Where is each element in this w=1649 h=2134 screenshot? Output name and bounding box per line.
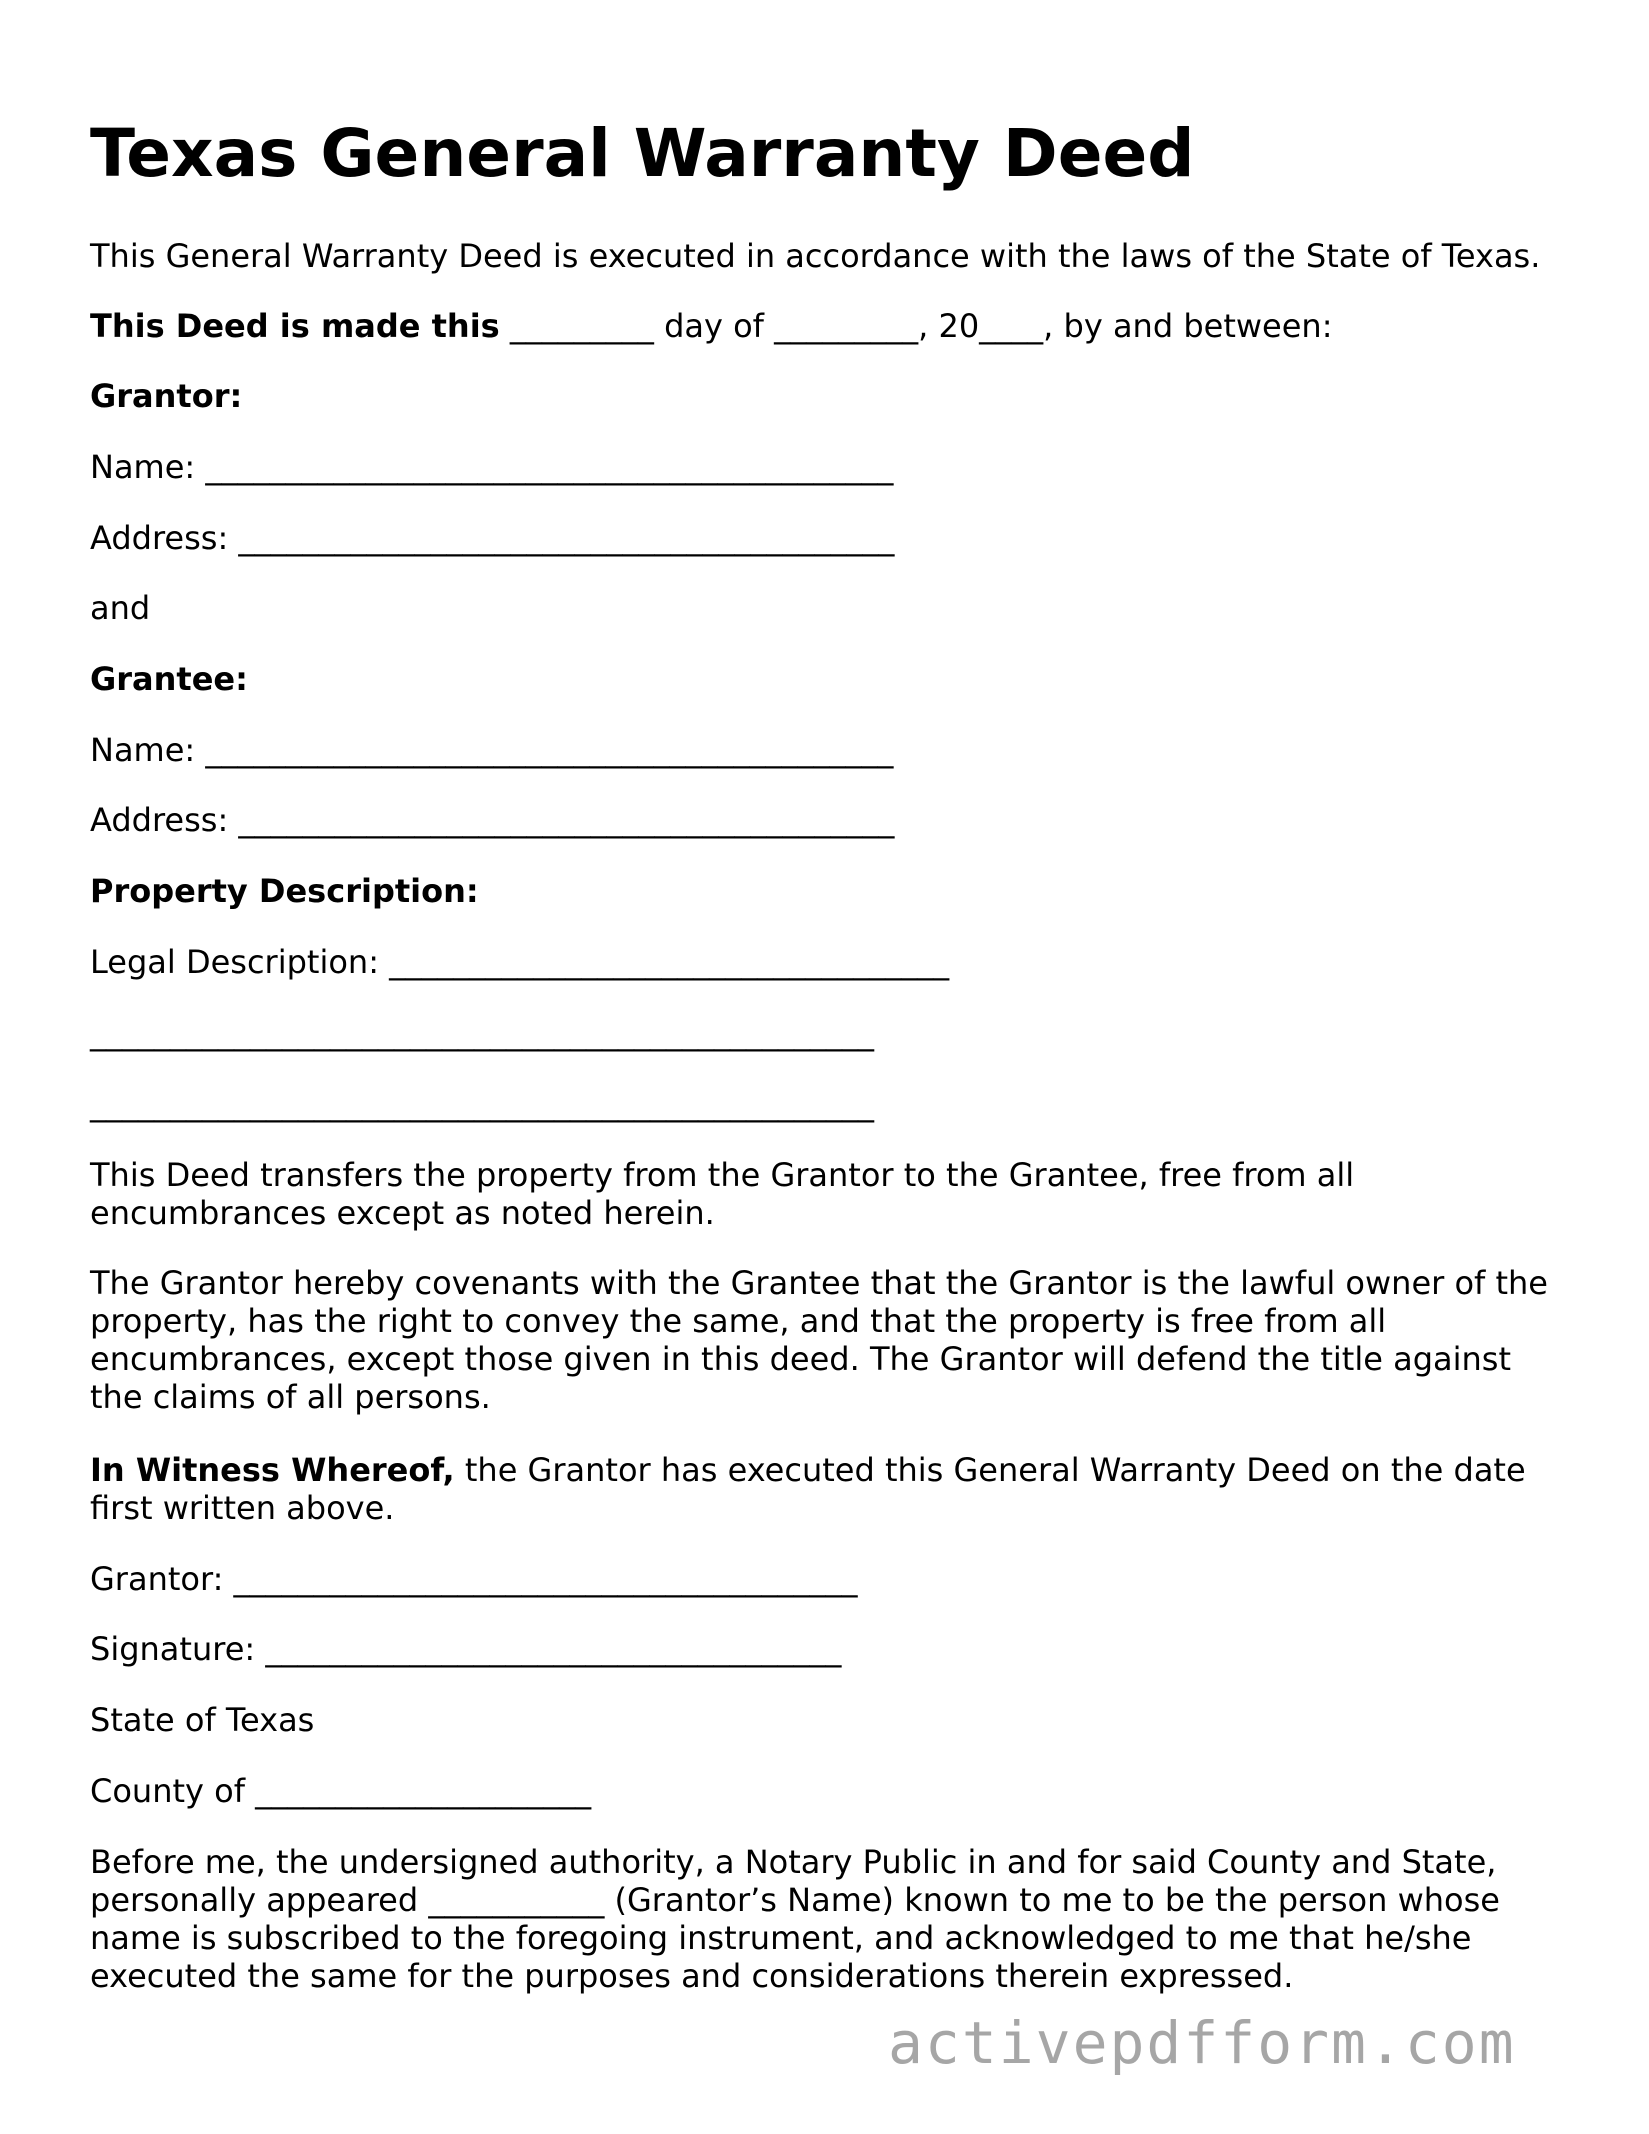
transfer-paragraph: This Deed transfers the property from the Grantor to the Grantee, free from all encumbrances except as noted herein.	[90, 1156, 1355, 1232]
witness-label: In Witness Whereof,	[90, 1451, 455, 1489]
legal-description-blank-line: _________________________________________________	[90, 1014, 874, 1052]
grantee-address-field: Address: _________________________________________	[90, 801, 895, 839]
deed-date-line	[90, 307, 1332, 345]
legal-description-blank-line: _________________________________________________	[90, 1085, 874, 1123]
grantor-address-field: Address: _________________________________________	[90, 519, 895, 557]
grantee-name-field: Name: ___________________________________________	[90, 731, 894, 769]
grantor-heading: Grantor:	[90, 377, 243, 415]
and-text: and	[90, 589, 151, 627]
county-field: County of _____________________	[90, 1772, 592, 1810]
state-text: State of Texas	[90, 1701, 315, 1739]
deed-made-label: This Deed is made this	[90, 307, 500, 345]
legal-description-field: Legal Description: ___________________________________	[90, 943, 950, 981]
intro-text: This General Warranty Deed is executed in accordance with the laws of the State of Texas.	[90, 237, 1541, 275]
grantor-name-field: Name: ___________________________________________	[90, 448, 894, 486]
covenant-paragraph: The Grantor hereby covenants with the Grantee that the Grantor is the lawful owner of the property, has the right to convey the same, and that the property is free from all encumbrances, except those given in this deed. The Grantor will defend the title against the claims of all persons.	[90, 1264, 1548, 1416]
witness-text: the Grantor has executed this General Warranty Deed on the date first written above.	[90, 1451, 1526, 1527]
signature-field: Signature: ____________________________________	[90, 1630, 842, 1668]
deed-date-blanks: _________ day of _________, 20____, by and between:	[499, 307, 1333, 345]
document-title: Texas General Warranty Deed	[90, 115, 1195, 192]
grantee-heading: Grantee:	[90, 660, 248, 698]
property-description-heading: Property Description:	[90, 872, 479, 910]
witness-paragraph	[90, 1451, 1570, 1527]
grantor-sign-field: Grantor: _______________________________________	[90, 1560, 858, 1598]
notary-paragraph: Before me, the undersigned authority, a Notary Public in and for said County and State, personally appeared ___________ (Grantor’s Name) known to me to be the person whose name is subscribed to the foregoing instrument, and acknowledged to me that he/she executed the same for the purposes and considerations therein expressed.	[90, 1843, 1500, 1995]
watermark: activepdfform.com	[888, 2009, 1516, 2077]
